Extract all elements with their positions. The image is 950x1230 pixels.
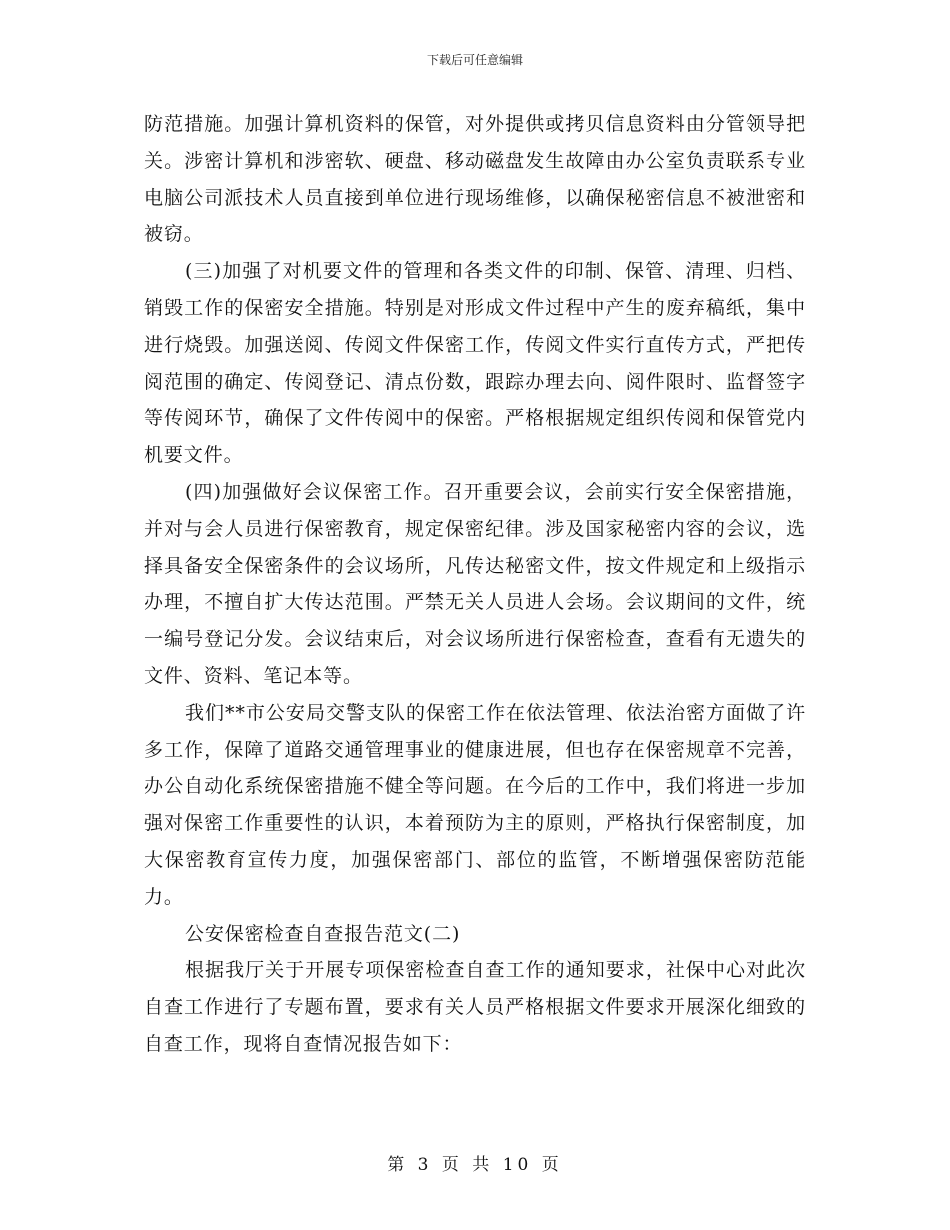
paragraph-summary: 我们**市公安局交警支队的保密工作在依法管理、依法治密方面做了许多工作，保障了道路交通管理事业的健康进展，但也存在保密规章不完善，办公自动化系统保密措施不健全等问题。在今后的工作中，我们将进一步加强对保密工作重要性的认识，本着预防为主的原则，严格执行保密制度，加大保密教育宣传力度，加强保密部门、部位的监管，不断增强保密防范能力。 (144, 701, 806, 908)
page-header: 下载后可任意编辑 (426, 53, 523, 67)
page-number: 第 3 页 共 10 页 (387, 1155, 563, 1175)
document-body (144, 106, 806, 1063)
paragraph-intro: 根据我厅关于开展专项保密检查自查工作的通知要求，社保中心对此次自查工作进行了专题布置，要求有关人员严格根据文件要求开展深化细致的自查工作，现将自查情况报告如下： (144, 959, 806, 1055)
paragraph-section-three: (三)加强了对机要文件的管理和各类文件的印制、保管、清理、归档、销毁工作的保密安全措施。特别是对形成文件过程中产生的废弃稿纸，集中进行烧毁。加强送阅、传阅文件保密工作，传阅文件实行直传方式，严把传阅范围的确定、传阅登记、清点份数，跟踪办理去向、阅件限时、监督签字等传阅环节，确保了文件传阅中的保密。严格根据规定组织传阅和保管党内机要文件。 (144, 260, 806, 467)
paragraph-section-four: (四)加强做好会议保密工作。召开重要会议，会前实行安全保密措施，并对与会人员进行保密教育，规定保密纪律。涉及国家秘密内容的会议，选择具备安全保密条件的会议场所，凡传达秘密文件，按文件规定和上级指示办理，不擅自扩大传达范围。严禁无关人员进人会场。会议期间的文件，统一编号登记分发。会议结束后，对会议场所进行保密检查，查看有无遗失的文件、资料、笔记本等。 (144, 480, 806, 687)
section-title: 公安保密检查自查报告范文(二) (185, 922, 461, 945)
paragraph-continued: 防范措施。加强计算机资料的保管，对外提供或拷贝信息资料由分管领导把关。涉密计算机和涉密软、硬盘、移动磁盘发生故障由办公室负责联系专业电脑公司派技术人员直接到单位进行现场维修，以确保秘密信息不被泄密和被窃。 (144, 113, 806, 246)
